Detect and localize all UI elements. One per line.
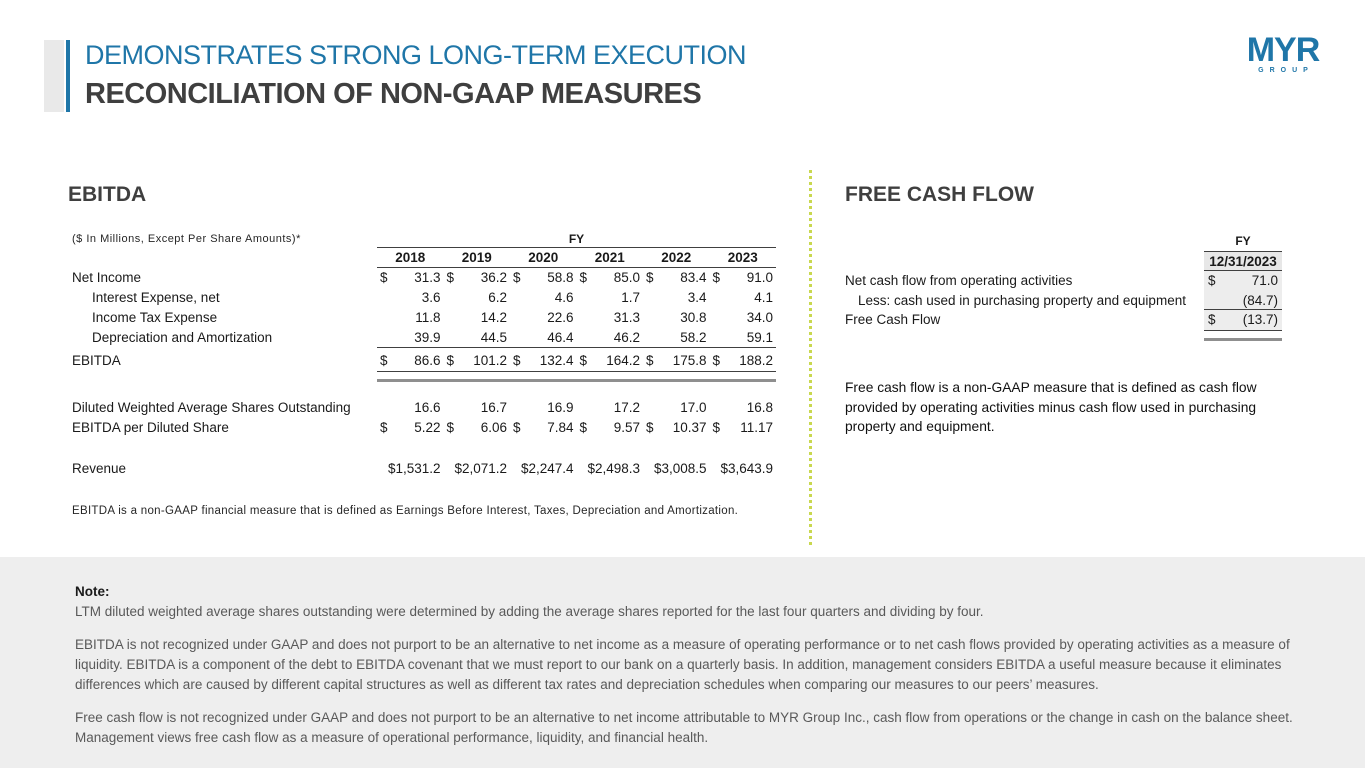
cell [577,418,644,438]
year-header: 2022 [661,250,692,265]
cell-value: $2,071.2 [454,461,507,476]
cell [1204,310,1282,330]
cell-value: 58.2 [680,330,707,345]
fcf-section-heading: FREE CASH FLOW [845,183,1034,206]
cell-value: 71.0 [1251,273,1278,288]
cell-value: 22.6 [547,310,574,325]
cell-value: 59.1 [746,330,773,345]
cell [444,268,511,288]
note-paragraph-3: Free cash flow is not recognized under GAAP and does not purport to be an alternative to net income attributable to MYR Group Inc., cash flow from operations or the change in cash on the balance sheet. Management views free cash flow as a measure of operational performance, liquidity, and financial health. [75,710,1293,745]
cell [710,328,777,348]
cell [710,308,777,328]
cell [710,268,777,288]
cell [510,459,577,479]
cell-value: 3.4 [687,290,707,305]
cell-value: 6.06 [480,420,507,435]
year-header: 2020 [528,250,559,265]
cell [444,459,511,479]
dollar-sign: $ [712,270,721,285]
cell [577,398,644,418]
cell-value: 83.4 [680,270,707,285]
note-band [0,557,1365,768]
cell-value: 17.0 [680,400,707,415]
cell-value: $2,247.4 [520,461,574,476]
cell-value: 188.2 [739,353,773,368]
cell [643,459,710,479]
row-label: EBITDA per Diluted Share [72,420,229,435]
row-label: Less: cash used in purchasing property and equipment [858,292,1186,308]
fcf-table [845,232,1282,330]
row-label: Revenue [72,461,127,476]
year-header-row [377,248,776,268]
cell-value: 4.1 [754,290,773,305]
cell-value: 11.8 [415,310,441,325]
dollar-sign: $ [513,270,521,285]
cell-value: 5.22 [414,420,441,435]
cell-value: 164.2 [606,353,640,368]
period-header: 12/31/2023 [1204,252,1282,272]
cell-value: 17.2 [613,400,640,415]
cell-value: 3.6 [421,290,441,305]
cell [710,398,777,418]
cell [710,351,777,371]
note-paragraph-1: LTM diluted weighted average shares outstanding were determined by adding the average shares reported for the last four quarters and dividing by four. [75,604,984,619]
spacer [845,252,1204,272]
cell [444,328,511,348]
cell [377,288,444,308]
ebitda-table [72,232,776,479]
cell-value: 132.4 [539,353,574,368]
cell-value: 91.0 [746,270,773,285]
cell [710,288,777,308]
cell-value: 58.8 [547,270,574,285]
cell [444,351,511,371]
dollar-sign: $ [646,353,654,368]
cell-value: $1,531.2 [387,461,441,476]
dollar-sign: $ [579,270,588,285]
dollar-sign: $ [380,420,388,435]
cell-value: 46.4 [547,330,574,345]
cell [643,328,710,348]
cell [444,288,511,308]
cell [510,418,577,438]
row-label: Net cash flow from operating activities [845,273,1073,288]
row-label: Free Cash Flow [845,312,941,327]
cell-value: 11.17 [740,420,773,435]
ebitda-footnote: EBITDA is a non-GAAP financial measure that is defined as Earnings Before Interest, Taxes, Depreciation and Amortization. [72,505,739,517]
row-free-cash-flow [845,310,1282,330]
cell [643,418,710,438]
cell-value: 7.84 [547,420,574,435]
fy-header: FY [1204,232,1282,252]
cell [377,268,444,288]
cell [577,351,644,371]
cell-value: $3,643.9 [720,461,773,476]
year-header: 2021 [594,250,625,265]
accent-bar-blue [66,40,70,112]
fcf-fy-header-row [845,232,1282,252]
cell-value: 30.8 [680,310,707,325]
cell [377,459,444,479]
cell [577,308,644,328]
cell-value: 16.6 [414,400,441,415]
dollar-sign: $ [579,353,588,368]
cell [643,351,710,371]
cell [577,288,644,308]
row-label: Net Income [72,270,142,285]
row-depreciation-amortization [72,328,776,348]
cell [510,308,577,328]
cell [577,268,644,288]
cell [444,418,511,438]
cell [1204,291,1282,311]
year-header: 2018 [395,250,426,265]
dollar-sign: $ [513,420,521,435]
row-label: EBITDA [72,353,121,368]
dollar-sign: $ [1208,273,1216,288]
logo-text: MYR [1246,31,1320,69]
units-note: ($ In Millions, Except Per Share Amounts)* [72,233,301,245]
cell-value: 101.2 [473,353,507,368]
cell [710,418,777,438]
row-revenue [72,459,776,479]
dollar-sign: $ [646,420,654,435]
cell [710,459,777,479]
cell-value: 10.37 [672,420,707,435]
fcf-description: Free cash flow is a non-GAAP measure that is defined as cash flow provided by operating activities minus cash flow used in purchasing property and equipment. [845,380,1257,434]
row-ebitda-per-share [72,418,776,438]
row-label: Depreciation and Amortization [92,330,273,345]
cell-value: 6.2 [488,290,507,305]
row-income-tax [72,308,776,328]
dollar-sign: $ [446,353,455,368]
cell-value: 9.57 [613,420,640,435]
row-diluted-shares [72,398,776,418]
dollar-sign: $ [446,270,455,285]
cell-value: 31.3 [613,310,640,325]
logo-subtext: GROUP [1258,67,1314,74]
cell [444,308,511,328]
dollar-sign: $ [712,420,721,435]
slide-subtitle: RECONCILIATION OF NON-GAAP MEASURES [85,78,702,110]
cell [377,351,444,371]
dollar-sign: $ [1208,312,1216,327]
cell-value: $2,498.3 [587,461,640,476]
cell-value: 85.0 [613,270,640,285]
cell [510,288,577,308]
dollar-sign: $ [380,270,388,285]
row-label: Income Tax Expense [92,310,218,325]
dollar-sign: $ [446,420,455,435]
cell [643,268,710,288]
cell-value: 16.8 [746,400,773,415]
cell-value: 16.7 [480,400,507,415]
cell [377,328,444,348]
cell-value: 1.7 [621,290,640,305]
cell-value: 44.5 [480,330,507,345]
cell-value: 46.2 [613,330,640,345]
row-label: Diluted Weighted Average Shares Outstanding [72,400,351,415]
cell-value: 86.6 [414,353,441,368]
cell [510,351,577,371]
cell-value: (13.7) [1242,312,1278,327]
fcf-period-row [845,252,1282,272]
row-net-income [72,268,776,288]
fy-header: FY [377,232,776,248]
cell [377,418,444,438]
year-header: 2023 [727,250,758,265]
cell-value: 4.6 [554,290,574,305]
note-paragraph-2: EBITDA is not recognized under GAAP and does not purport to be an alternative to net income as a measure of operating performance or to net cash flows provided by operating activities as a measure of liquidity. EBITDA is a component of the debt to EBITDA covenant that we must report to our bank on a quarterly basis. In addition, management considers EBITDA a useful measure because it eliminates differences which are caused by different capital structures as well as different tax rates and depreciation schedules when comparing our measures to our peers’ measures. [75,637,1290,692]
note-heading: Note: [75,584,110,599]
spacer [845,232,1204,252]
cell [510,328,577,348]
dollar-sign: $ [712,353,721,368]
accent-bar-gray [44,40,64,112]
cell-value: 31.3 [414,270,441,285]
row-operating-cash-flow [845,271,1282,291]
cell [377,308,444,328]
ebitda-section-heading: EBITDA [68,183,147,206]
cell [577,328,644,348]
year-header: 2019 [461,250,492,265]
myr-group-logo [1241,31,1325,74]
slide-title: DEMONSTRATES STRONG LONG-TERM EXECUTION [85,40,747,70]
cell-value: (84.7) [1242,292,1278,308]
cell [1204,271,1282,291]
cell [510,268,577,288]
dollar-sign: $ [380,353,388,368]
row-less-capex [845,291,1282,311]
cell [377,398,444,418]
dotted-divider [809,170,812,545]
cell-value: 16.9 [547,400,574,415]
dollar-sign: $ [579,420,588,435]
dollar-sign: $ [513,353,521,368]
cell [444,398,511,418]
cell-value: 34.0 [746,310,773,325]
dollar-sign: $ [646,270,654,285]
row-label: Interest Expense, net [92,290,220,305]
row-interest-expense [72,288,776,308]
cell [643,288,710,308]
cell-value: 36.2 [480,270,507,285]
cell [577,459,644,479]
cell [643,398,710,418]
row-ebitda-total [72,351,776,371]
cell [643,308,710,328]
cell [510,398,577,418]
cell-value: 14.2 [480,310,507,325]
cell-value: $3,008.5 [653,461,707,476]
cell-value: 175.8 [672,353,707,368]
cell-value: 39.9 [414,330,441,345]
